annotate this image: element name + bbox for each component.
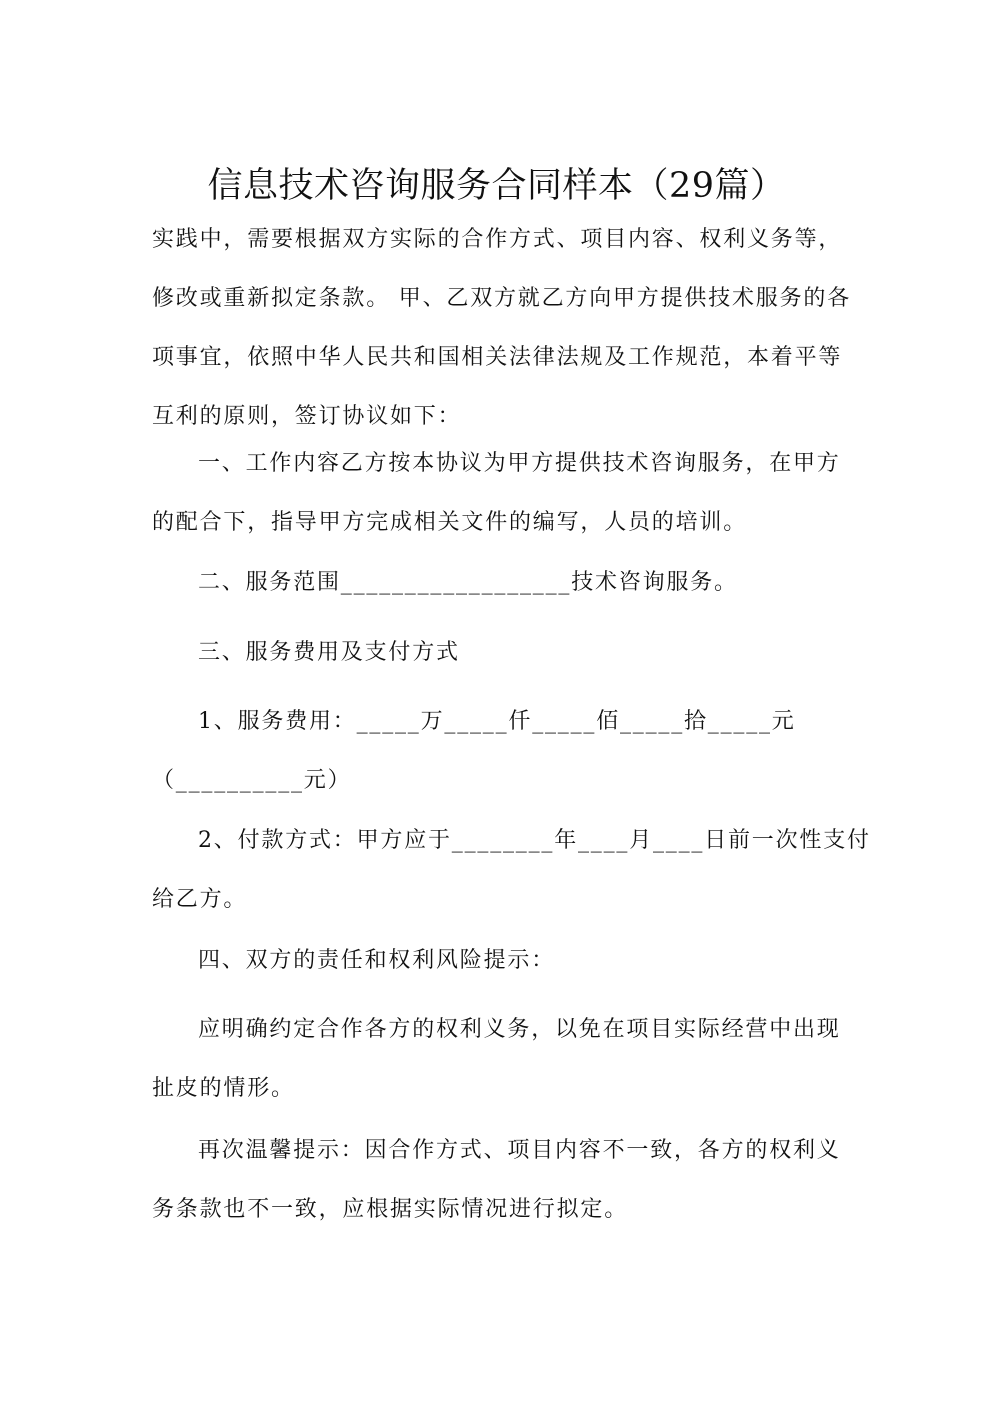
intro-line: 互利的原则，签订协议如下： — [152, 404, 462, 429]
clause-fee-heading — [152, 636, 852, 670]
clause-line: 应明确约定合作各方的权利义务，以免在项目实际经营中出现 — [198, 1017, 841, 1042]
reminder-paragraph — [152, 1134, 852, 1227]
clause-line: 扯皮的情形。 — [152, 1076, 295, 1101]
document-title: 信息技术咨询服务合同样本（29篇） — [207, 166, 786, 206]
intro-paragraph — [152, 223, 852, 434]
clause-line: 2、付款方式：甲方应于________年____月____日前一次性支付 — [198, 828, 871, 853]
intro-line: 项事宜，依照中华人民共和国相关法律法规及工作规范，本着平等 — [152, 345, 843, 370]
clause-line: 给乙方。 — [152, 887, 248, 912]
clause-line: 四、双方的责任和权利风险提示： — [198, 948, 556, 973]
clause-line: 的配合下，指导甲方完成相关文件的编写，人员的培训。 — [152, 510, 748, 535]
clause-line: 再次温馨提示：因合作方式、项目内容不一致，各方的权利义 — [198, 1138, 841, 1163]
intro-line: 修改或重新拟定条款。 甲、乙双方就乙方向甲方提供技术服务的各 — [152, 286, 851, 311]
clause-line: 1、服务费用：_____万_____仟_____佰_____拾_____元 — [198, 709, 796, 734]
clause-service-scope — [152, 566, 852, 600]
risk-paragraph — [152, 1013, 852, 1106]
clause-line: 三、服务费用及支付方式 — [198, 640, 460, 665]
clause-line: 务条款也不一致，应根据实际情况进行拟定。 — [152, 1197, 629, 1222]
intro-line: 实践中，需要根据双方实际的合作方式、项目内容、权利义务等， — [152, 227, 843, 252]
clause-line: 一、工作内容乙方按本协议为甲方提供技术咨询服务，在甲方 — [198, 451, 841, 476]
clause-line: （__________元） — [152, 768, 352, 793]
clause-work-content — [152, 447, 852, 540]
clause-fee-amount — [152, 705, 852, 798]
clause-responsibilities-heading — [152, 944, 852, 978]
clause-payment-method — [152, 824, 871, 917]
clause-line: 二、服务范围__________________技术咨询服务。 — [198, 570, 738, 595]
